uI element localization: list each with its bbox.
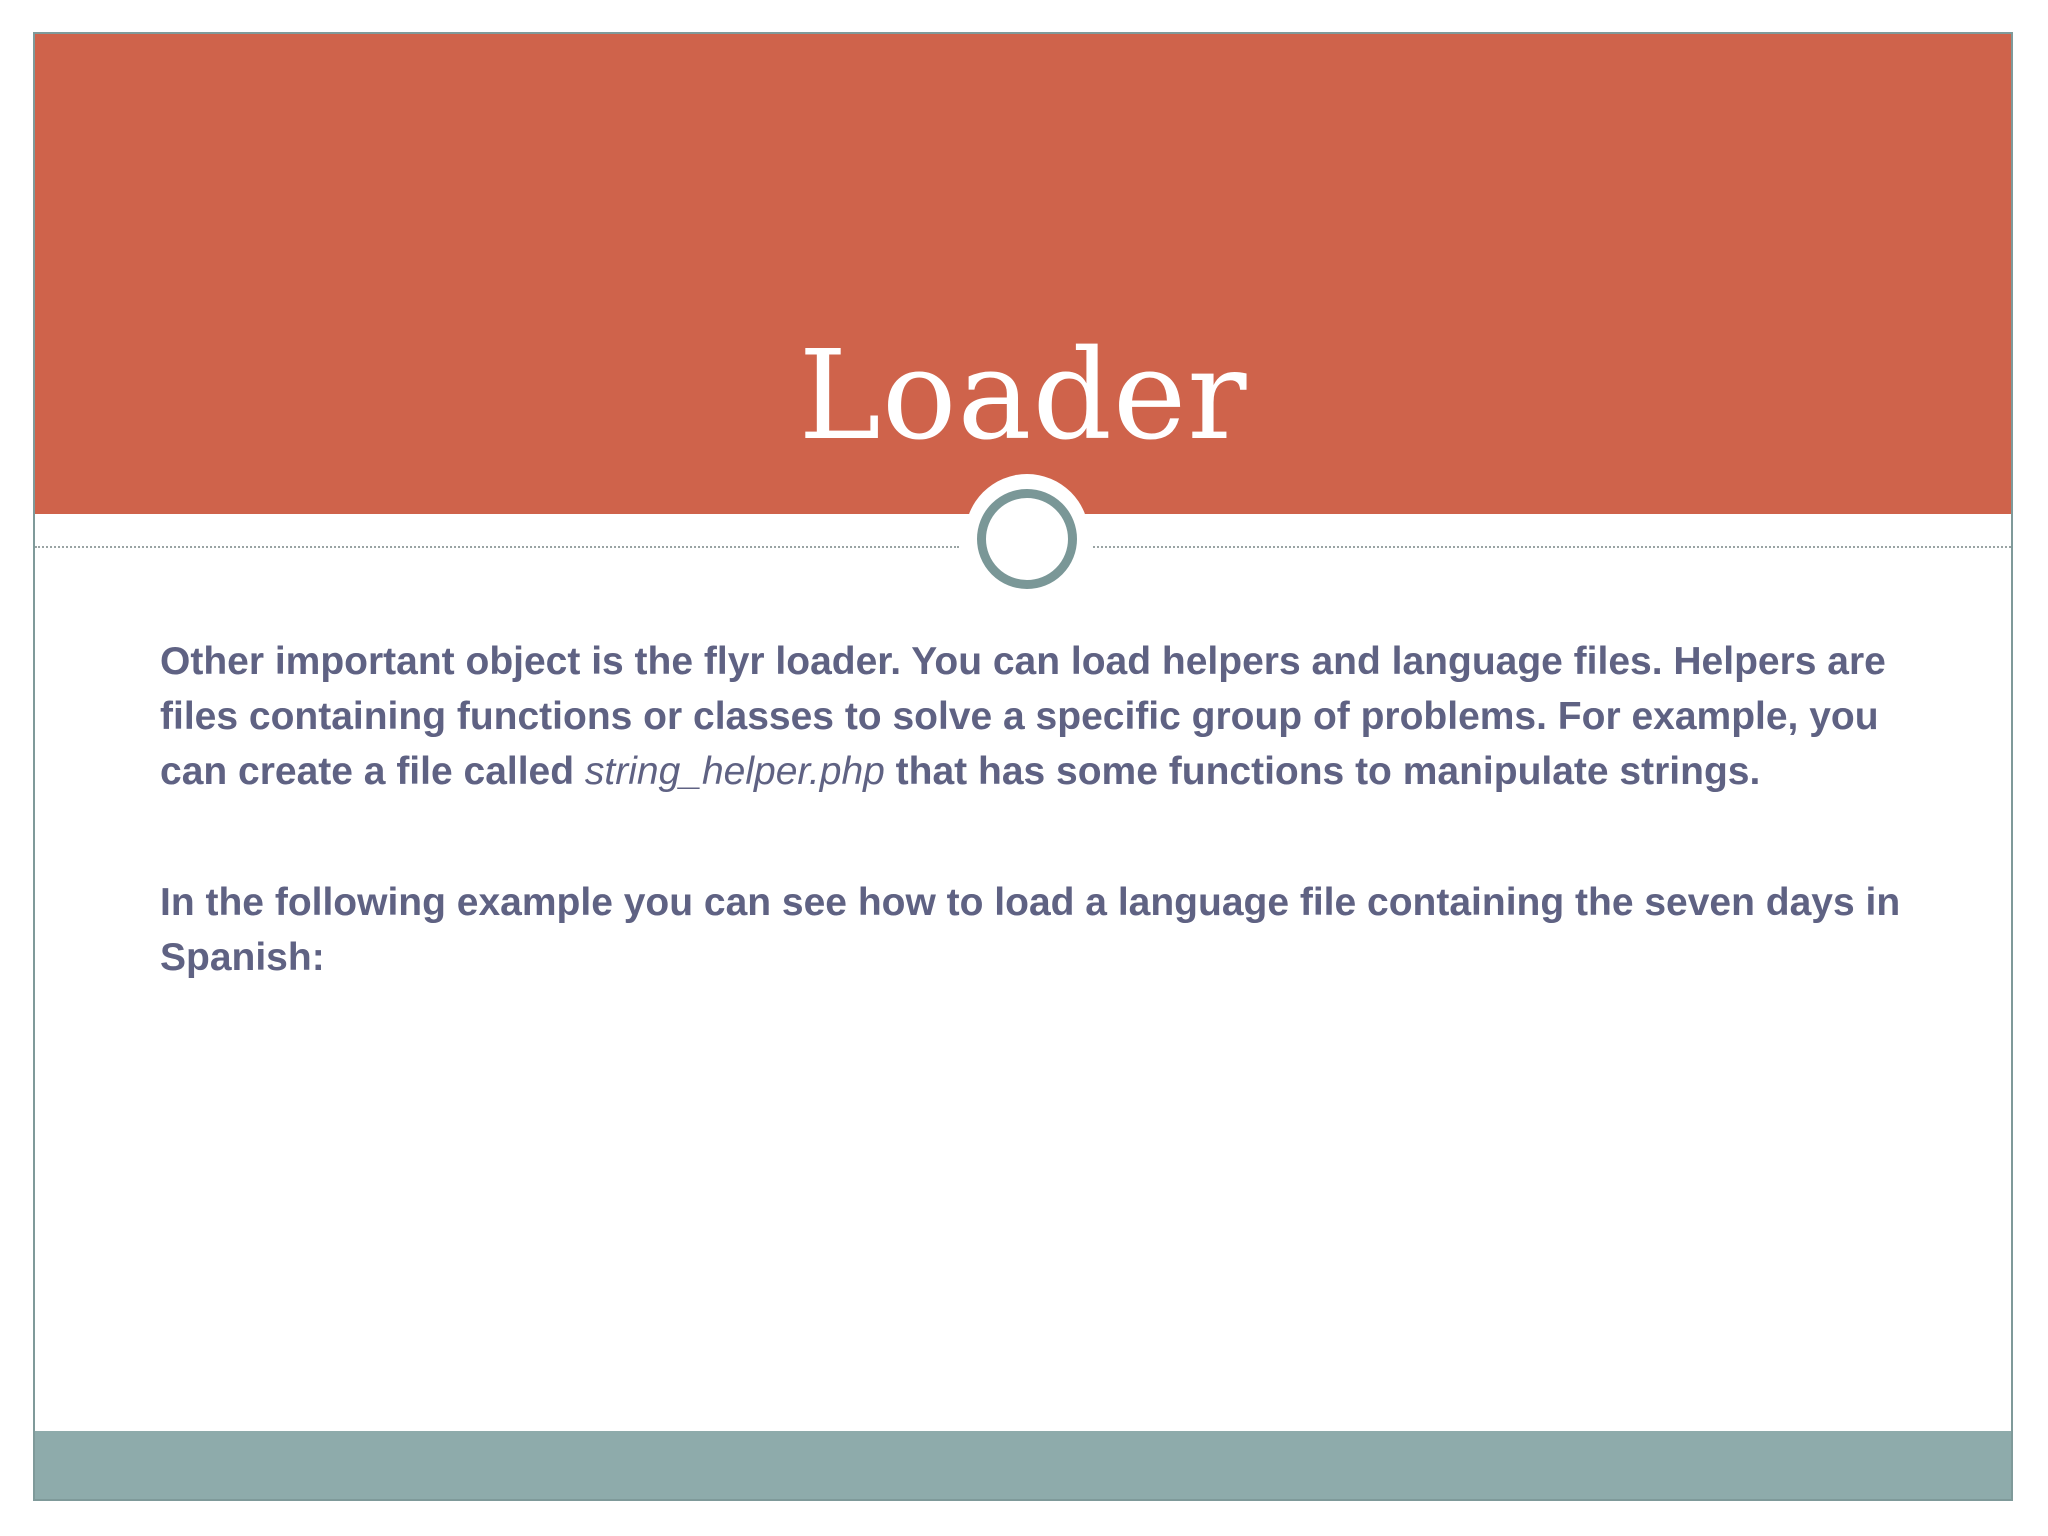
slide xyxy=(33,32,2013,1501)
body-paragraph-2: In the following example you can see how to load a language file containing the seven days in Spanish: xyxy=(160,881,1901,979)
paragraph-1-text-start: Other important object is the flyr loader. You can load helpers and language files. Helpers are files containing functions or classes to solve a specific group of problems. For example, you can create a file called xyxy=(160,640,1886,793)
slide-body xyxy=(160,634,1920,1061)
dotted-divider-right xyxy=(1093,546,2013,548)
dotted-divider-left xyxy=(35,546,959,548)
filename-text: string_helper.php xyxy=(584,750,885,793)
footer-band xyxy=(35,1431,2011,1499)
body-paragraph-1 xyxy=(160,634,1920,799)
slide-title: Loader xyxy=(798,324,1248,468)
title-header-band xyxy=(35,34,2011,514)
circle-ornament-icon xyxy=(977,489,1077,589)
paragraph-1-text-end: that has some functions to manipulate strings. xyxy=(884,750,1761,793)
